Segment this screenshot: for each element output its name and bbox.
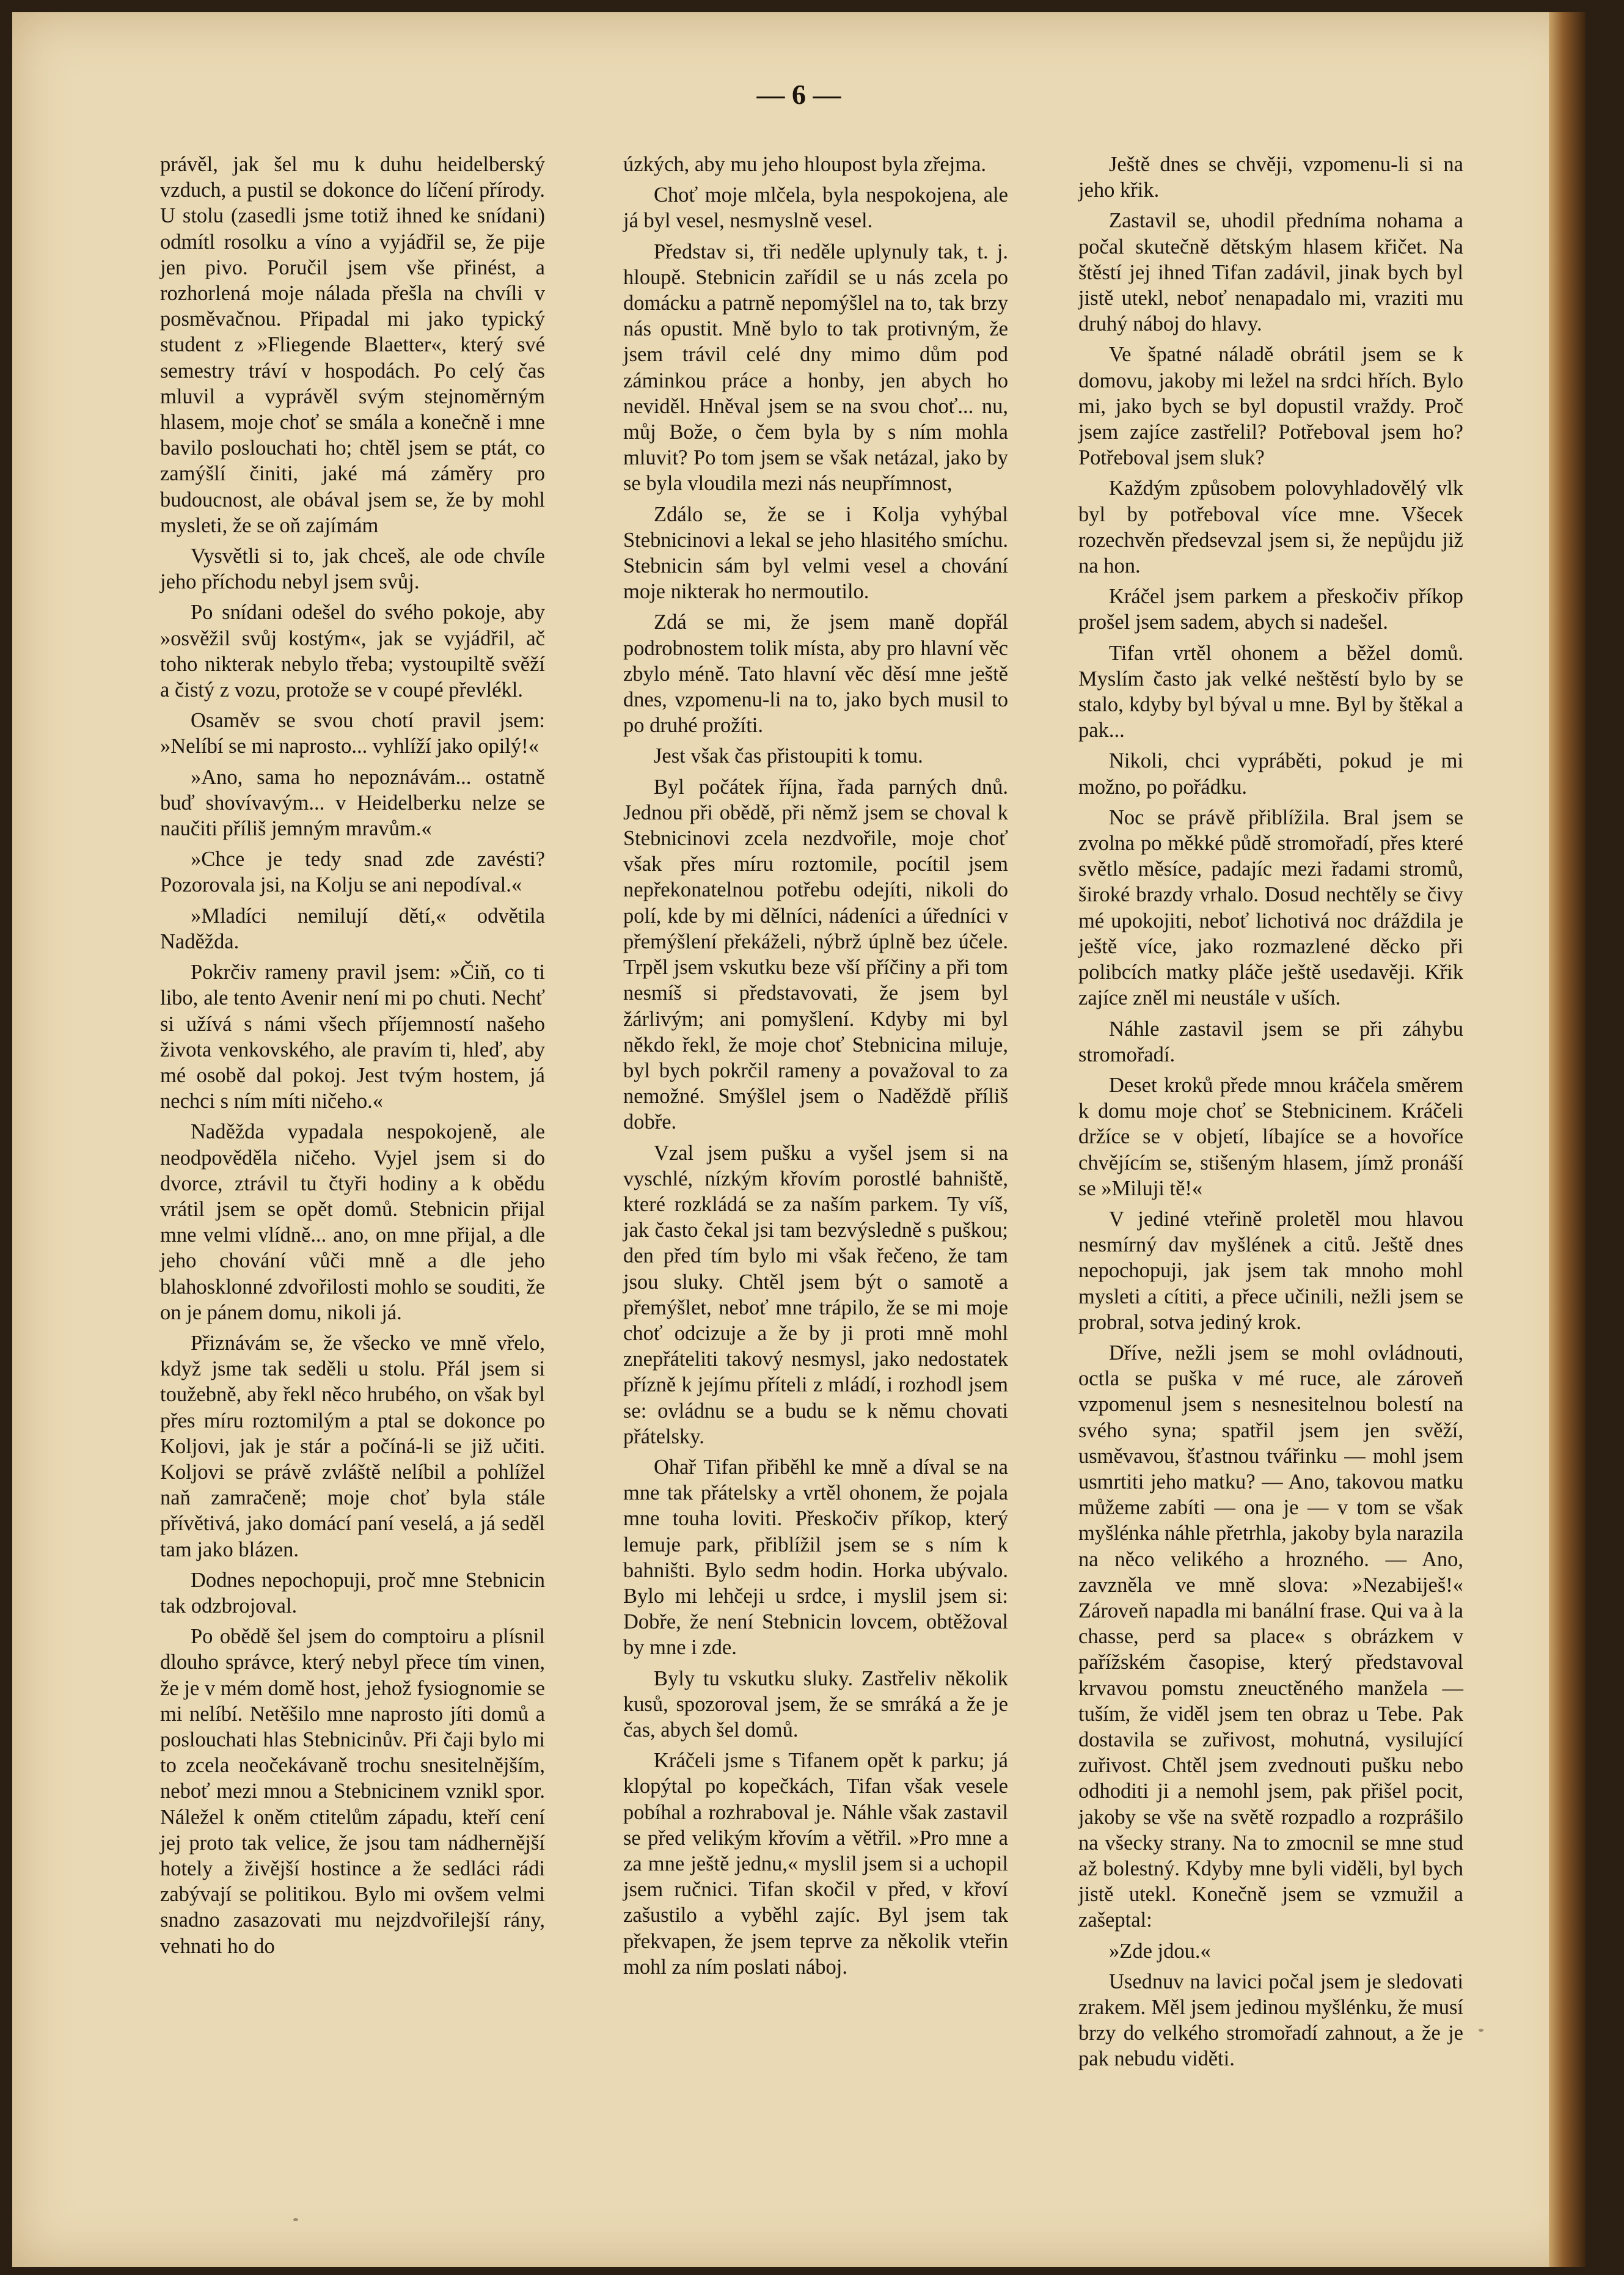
paragraph: Dodnes nepochopuji, proč mne Stebnicin tak odzbrojoval. [160,1568,545,1617]
paragraph: V jediné vteřině proletěl mou hlavou nesmírný dav myšlének a citů. Ještě dnes nepochopuji, jak jsem tak mnoho mohl mysleti a cítiti, a přece učinili, nežli jsem se probral, sotva jediný krok. [1078,1207,1463,1334]
paragraph: Nikoli, chci vypráběti, pokud je mi možno, po pořádku. [1078,749,1463,799]
paragraph: úzkých, aby mu jeho hloupost byla zřejma. [623,153,987,176]
paragraph: Tifan vrtěl ohonem a běžel domů. Myslím často jak velké neštěstí bylo by se stalo, kdyby byl býval u mne. Byl by štěkal a pak... [1078,641,1463,742]
paragraph: Choť moje mlčela, byla nespokojena, ale já byl vesel, nesmyslně vesel. [623,183,1008,233]
paragraph: Kráčel jsem parkem a přeskočiv příkop prošel jsem sadem, abych si nadešel. [1078,585,1463,634]
paragraph: Noc se právě přiblížila. Bral jsem se zvolna po měkké půdě stromořadí, přes které světlo měsíce, padajíc mezi řadami stromů, široké brazdy vrhalo. Dosud nechtěly se čivy mé upokojiti, neboť lichotivá noc dráždila je ještě více, jako rozmazlené děcko při polibcích matky pláče ještě usedavěji. Křik zajíce zněl mi neustále v uších. [1078,805,1463,1010]
paragraph: Vysvětli si to, jak chceš, ale ode chvíle jeho příchodu nebyl jsem svůj. [160,544,545,594]
paragraph: »Ano, sama ho nepoznávám... ostatně buď shovívavým... v Heidelberku nelze se naučiti příliš jemným mravům.« [160,765,545,841]
paragraph: právěl, jak šel mu k duhu heidelberský vzduch, a pustil se dokonce do líčení přírody. U stolu (zasedli jsme totiž ihned ke snídani) odmítl rosolku a víno a vyjádřil se, že pije jen pivo. Poručil jsem vše přinést, a rozhorlená moje nálada přešla na chvíli v posměvačnou. Připadal mi jako typický student z »Fliegende Blaetter«, který své semestry tráví v hospodách. Po celý čas mluvil a vyprávěl svým stejnoměrným hlasem, moje choť se smála a konečně i mne bavilo poslouchati ho; chtěl jsem se ptát, co zamýšlí činiti, jaké má záměry pro budoucnost, ale obával jsem se, že by mohl mysleti, že se oň zajímám [160,153,545,537]
paragraph: Osaměv se svou chotí pravil jsem: »Nelíbí se mi naprosto... vyhlíží jako opilý!« [160,709,545,758]
book-binding-edge [1549,12,1586,2267]
paragraph: Jest však čas přistoupiti k tomu. [654,744,923,768]
paragraph: Po obědě šel jsem do comptoiru a plísnil dlouho správce, který nebyl přece tím vinen, že je v mém domě host, jehož fysiognomie se mi nelíbí. Netěšilo mne naprosto jíti domů a poslouchati hlas Stebnicinův. Při čaji bylo mi to zcela neočekávaně trochu snesitelnějším, neboť mezi mnou a Stebnicinem vznikl spor. Náležel k oněm ctitelům západu, kteří cení jej proto tak velice, že jsou tam nádhernější hotely a živější hostince a že sedláci rádi zabývají se politikou. Bylo mi ovšem velmi snadno zasazovati mu nejzdvořilejší rány, vehnati ho do [160,1625,545,1958]
text-column-3 [1078,152,1463,2077]
paragraph: Zastavil se, uhodil předníma nohama a počal skutečně dětským hlasem křičet. Na štěstí jej ihned Tifan zadávil, jinak bych byl jistě utekl, neboť nenapadalo mi, vraziti mu druhý náboj do hlavy. [1078,209,1463,336]
paragraph: Ještě dnes se chvěji, vzpomenu-li si na jeho křik. [1078,153,1463,202]
book-page [12,12,1586,2267]
paragraph: »Chce je tedy snad zde zavésti? Pozorovala jsi, na Kolju se ani nepodíval.« [160,848,545,897]
text-column-1 [160,152,545,1964]
paragraph: Naděžda vypadala nespokojeně, ale neodpověděla ničeho. Vyjel jsem si do dvorce, ztrávil tu čtyři hodiny a k obědu vrátil jsem se opět domů. Stebnicin přijal mne velmi vlídně... ano, on mne přijal, a dle jeho chování vůči mně a dle jeho blahosklonné zdvořilosti mohlo se souditi, že on je pánem domu, nikoli já. [160,1120,545,1324]
paragraph: Po snídani odešel do svého pokoje, aby »osvěžil svůj kostým«, jak se vyjádřil, ač toho nikterak nebylo třeba; vystoupiltě svěží a čistý z vozu, protože se v coupé převlékl. [160,601,545,702]
paragraph: Ohař Tifan přiběhl ke mně a díval se na mne tak přátelsky a vrtěl ohonem, že pojala mne touha loviti. Přeskočiv příkop, který lemuje park, přiblížil jsem se s ním k bahništi. Bylo sedm hodin. Horka ubývalo. Bylo mi lehčeji u srdce, i myslil jsem si: Dobře, že není Stebnicin lovcem, obtěžoval by mne i zde. [623,1455,1008,1660]
paragraph: Náhle zastavil jsem se při záhybu stromořadí. [1078,1017,1463,1066]
paragraph: Usednuv na lavici počal jsem je sledovati zrakem. Měl jsem jedinou myšlénku, že musí brzy do velkého stromořadí zahnout, a že je pak nebudu viděti. [1078,1969,1463,2071]
paragraph: »Mladíci nemilují dětí,« odvětila Naděžda. [160,904,545,953]
paragraph: Představ si, tři neděle uplynuly tak, t. j. hloupě. Stebnicin zařídil se u nás zcela po domácku a patrně nepomýšlel na to, tak brzy nás opustit. Mně bylo to tak protivným, že jsem trávil celé dny mimo dům pod záminkou práce a honby, jen abych ho neviděl. Hněval jsem se na svou choť... nu, můj Bože, o čem byla by s ním mohla mluvit? Po tom jsem se však netázal, jako by se byla vloudila mezi nás neupřímnost, [623,240,1008,496]
paragraph: Pokrčiv rameny pravil jsem: »Čiň, co ti libo, ale tento Avenir není mi po chuti. Nechť si užívá s námi všech příjemností našeho života venkovského, ale pravím ti, hleď, aby mé osobě dal pokoj. Jest tvým hostem, já nechci s ním míti ničeho.« [160,961,545,1113]
paragraph: Ve špatné náladě obrátil jsem se k domovu, jakoby mi ležel na srdci hřích. Bylo mi, jako bych se byl dopustil vraždy. Proč jsem zajíce zastřelil? Potřeboval jsem ho? Potřeboval jsem sluk? [1078,343,1463,470]
paragraph: Byl počátek října, řada parných dnů. Jednou při obědě, při němž jsem se choval k Stebnicinovi zcela nezdvořile, moje choť však přes míru roztomile, pocítil jsem nepřekonatelnou potřebu odejíti, nikoli do polí, kde by mi dělníci, nádeníci a úředníci v přemýšlení překáželi, nýbrž úplně bez účele. Trpěl jsem vskutku beze vší příčiny a při tom nesmíš si představovati, že jsem byl žárlivým; ani pomyšlení. Kdyby mi byl někdo řekl, že moje choť Stebnicina miluje, byl bych pokrčil rameny a považoval to za nemožné. Smýšlel jsem o Naděždě příliš dobře. [623,775,1008,1134]
paragraph: Kráčeli jsme s Tifanem opět k parku; já klopýtal po kopečkách, Tifan však vesele pobíhal a rozhraboval je. Náhle však zastavil se před velikým křovím a větřil. »Pro mne a za mne ještě jednu,« myslil jsem si a uchopil jsem ručnici. Tifan skočil v před, v křoví zašustilo a vyběhl zajíc. Byl jsem tak překvapen, že jsem teprve za několik vteřin mohl za ním poslati náboj. [623,1749,1008,1979]
paragraph: Zdálo se, že se i Kolja vyhýbal Stebnicinovi a lekal se jeho hlasitého smíchu. Stebnicin sám byl velmi vesel a chování moje nikterak ho nermoutilo. [623,502,1008,604]
text-column-2 [623,152,1008,1985]
paragraph: Byly tu vskutku sluky. Zastřeliv několik kusů, spozoroval jsem, že se smráká a že je čas, abych šel domů. [623,1666,1008,1742]
paragraph: Každým způsobem polovyhladovělý vlk byl by potřeboval více mne. Všecek rozechvěn předsevzal jsem si, že nepůjdu již na hon. [1078,477,1463,578]
page-number: — 6 — [756,79,841,110]
paragraph: Přiznávám se, že všecko ve mně vřelo, když jsme tak seděli u stolu. Přál jsem si toužebně, aby řekl něco hrubého, on však byl přes míru roztomilým a ptal se dokonce po Koljovi, jak je stár a počíná-li se již učiti. Koljovi se právě zvláště nelíbil a pohlížel naň zamračeně; moje choť byla stále přívětivá, jako domácí paní veselá, a já seděl tam jako blázen. [160,1331,545,1561]
paper-speck [293,2218,298,2221]
paragraph: Vzal jsem pušku a vyšel jsem si na vyschlé, nízkým křovím porostlé bahniště, které rozkládá se za naším parkem. Ty víš, jak často čekal jsi tam bezvýsledně s puškou; den před tím bylo mi však řečeno, že tam jsou sluky. Chtěl jsem být o samotě a přemýšlet, neboť mne trápilo, že se mi moje choť odcizuje a že by ji proti mně mohl znepřáteliti takový nesmysl, jako nedostatek přízně k jejímu příteli z mládí, i rozhodl jsem se: ovládnu se a budu se k němu chovati přátelsky. [623,1141,1008,1448]
paragraph: Deset kroků přede mnou kráčela směrem k domu moje choť se Stebnicinem. Kráčeli držíce se v objetí, líbajíce se a hovoříce chvějícím se, stišeným hlasem, jímž pronáší se »Miluji tě!« [1078,1073,1463,1200]
paragraph: »Zde jdou.« [1109,1939,1211,1963]
paragraph: Dříve, nežli jsem se mohl ovládnouti, octla se puška v mé ruce, ale zároveň vzpomenul jsem s nesnesitelnou bolestí na svého syna; spatřil jsem jen svěží, usměvavou, šťastnou tvářinku — mohl jsem usmrtiti jeho matku? — Ano, takovou matku můžeme zabíti — ona je — v tom se však myšlénka náhle přetrhla, jakoby byla narazila na něco velikého a hrozného. — Ano, zavzněla ve mně slova: »Nezabiješ!« Zároveň napadla mi banální frase. Qui va à la chasse, perd sa place« s obrázkem v pařížském časopise, který představoval krvavou pomstu zneuctěného manžela — tuším, že viděl jsem ten obraz u Tebe. Pak dostavila se zuřivost, mohutná, vysilující zuřivost. Chtěl jsem zvednouti pušku nebo odhoditi ji a nemohl jsem, pak přišel pocit, jakoby se vše na světě rozpadlo a rozprášilo na všecky strany. Na to zmocnil se mne stud až bolestný. Kdyby mne byli viděli, byl bych jistě utekl. Konečně jsem se vzmužil a zašeptal: [1078,1341,1463,1932]
paper-speck [1479,2029,1483,2032]
paragraph: Zdá se mi, že jsem maně dopřál podrobnostem tolik místa, aby pro hlavní věc zbylo méně. Tato hlavní věc děsí mne ještě dnes, vzpomenu-li na to, jako bych musil to po druhé prožíti. [623,610,1008,738]
